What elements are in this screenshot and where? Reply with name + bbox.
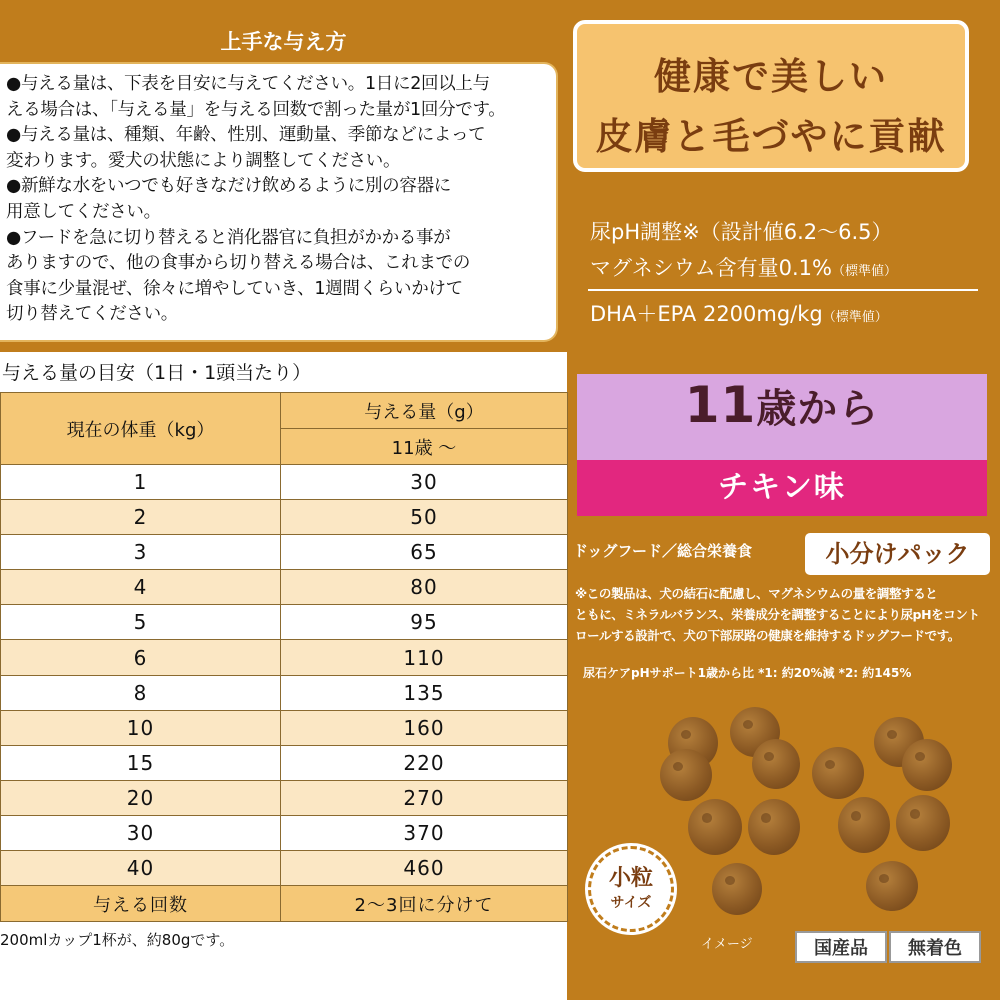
domestic-tag: 国産品 (795, 931, 887, 963)
howto-line: 変わります。愛犬の状態により調整してください。 (6, 150, 401, 171)
amount-cell: 160 (281, 710, 568, 745)
product-note-line: ともに、ミネラルバランス、栄養成分を調整することにより尿pHをコント (575, 607, 980, 622)
ph-spec-text: 尿pH調整※（設計値6.2～6.5） (590, 220, 893, 244)
howto-line: ●与える量は、種類、年齢、性別、運動量、季節などによって (6, 125, 486, 146)
table-row (1, 640, 568, 675)
weight-cell: 2 (1, 500, 281, 535)
health-claim-line-1: 健康で美しい (654, 55, 888, 98)
flavor-label: チキン味 (718, 470, 846, 505)
weight-cell: 4 (1, 570, 281, 605)
dha-spec (590, 298, 888, 328)
small-size-line-1: 小粒 (608, 866, 653, 891)
footer-label: 与える回数 (1, 886, 281, 922)
magnesium-spec (590, 252, 897, 282)
howto-line: 用意してください。 (6, 201, 161, 222)
age-suffix: 歳から (756, 386, 880, 432)
kibble (812, 747, 864, 799)
spec-divider (588, 289, 978, 291)
table-row (1, 605, 568, 640)
howto-line: える場合は、「与える量」を与える回数で割った量が1回分です。 (6, 99, 506, 120)
table-row (1, 745, 568, 780)
product-note-line: ロールする設計で、犬の下部尿路の健康を維持するドッグフードです。 (575, 628, 960, 643)
kibble (660, 749, 712, 801)
howto-line: ありますので、他の食事から切り替える場合は、これまでの (6, 253, 471, 274)
table-row (1, 710, 568, 745)
column-header-weight: 現在の体重（kg） (1, 393, 281, 465)
howto-title: 上手な与え方 (220, 30, 347, 54)
weight-cell: 8 (1, 675, 281, 710)
weight-cell: 6 (1, 640, 281, 675)
amount-cell: 80 (281, 570, 568, 605)
weight-cell: 20 (1, 780, 281, 815)
amount-cell: 110 (281, 640, 568, 675)
table-row (1, 675, 568, 710)
feeding-table (0, 392, 568, 922)
image-note: イメージ (701, 937, 753, 952)
small-size-line-2: サイズ (610, 895, 652, 911)
table-row (1, 465, 568, 500)
cup-note: 200mlカップ1杯が、約80gです。 (0, 931, 235, 949)
dha-spec-text: DHA＋EPA 2200mg/kg (590, 302, 823, 326)
age-label (577, 376, 987, 434)
kibble (752, 739, 800, 789)
weight-cell: 40 (1, 851, 281, 886)
weight-cell: 30 (1, 815, 281, 850)
magnesium-spec-note: （標準値） (831, 264, 897, 279)
product-note-line: ※この製品は、犬の結石に配慮し、マグネシウムの量を調整すると (575, 586, 938, 601)
kibble (838, 797, 890, 853)
amount-cell: 460 (281, 851, 568, 886)
table-row (1, 851, 568, 886)
ph-spec (590, 216, 893, 246)
weight-cell: 15 (1, 745, 281, 780)
amount-cell: 30 (281, 465, 568, 500)
kibble (748, 799, 800, 855)
amount-cell: 370 (281, 815, 568, 850)
health-claim-box (573, 20, 969, 172)
footer-value: 2～3回に分けて (281, 886, 568, 922)
feeding-table-area (0, 352, 567, 1000)
kibble-image (640, 705, 980, 930)
howto-box (0, 62, 558, 342)
small-size-badge (588, 846, 674, 932)
howto-line: 食事に少量混ぜ、徐々に増やしていき、1週間くらいかけて (6, 278, 463, 299)
howto-line: 切り替えてください。 (6, 304, 178, 325)
kibble (712, 863, 762, 915)
column-header-amount: 与える量（g） (281, 393, 568, 429)
table-row (1, 500, 568, 535)
feeding-table-title: 与える量の目安（1日・1頭当たり） (2, 362, 312, 384)
no-coloring-tag: 無着色 (889, 931, 981, 963)
howto-line: ●与える量は、下表を目安に与えてください。1日に2回以上与 (6, 74, 490, 94)
table-row (1, 570, 568, 605)
age-band (577, 374, 987, 460)
kibble (896, 795, 950, 851)
amount-cell: 65 (281, 535, 568, 570)
amount-cell: 95 (281, 605, 568, 640)
care-comparison-note: 尿石ケアpHサポート1歳から比 *1: 約20%減 *2: 約145% (583, 666, 912, 680)
amount-cell: 270 (281, 780, 568, 815)
table-row (1, 535, 568, 570)
dha-spec-note: （標準値） (822, 310, 888, 325)
food-type-label: ドッグフード／総合栄養食 (573, 542, 752, 560)
table-row (1, 815, 568, 850)
weight-cell: 10 (1, 710, 281, 745)
flavor-band (577, 460, 987, 516)
weight-cell: 1 (1, 465, 281, 500)
kibble (866, 861, 918, 911)
howto-line: ●フードを急に切り替えると消化器官に負担がかかる事が (6, 227, 451, 248)
amount-cell: 220 (281, 745, 568, 780)
product-note (575, 583, 993, 646)
amount-cell: 135 (281, 675, 568, 710)
table-row (1, 780, 568, 815)
howto-line: ●新鮮な水をいつでも好きなだけ飲めるように別の容器に (6, 176, 451, 197)
age-number: 11 (684, 376, 757, 434)
kibble (902, 739, 952, 791)
pack-badge: 小分けパック (805, 533, 990, 575)
kibble (688, 799, 742, 855)
amount-cell: 50 (281, 500, 568, 535)
health-claim-line-2: 皮膚と毛づやに貢献 (595, 115, 947, 158)
magnesium-spec-text: マグネシウム含有量0.1% (590, 256, 832, 280)
weight-cell: 5 (1, 605, 281, 640)
weight-cell: 3 (1, 535, 281, 570)
column-header-age: 11歳 ～ (281, 429, 568, 465)
